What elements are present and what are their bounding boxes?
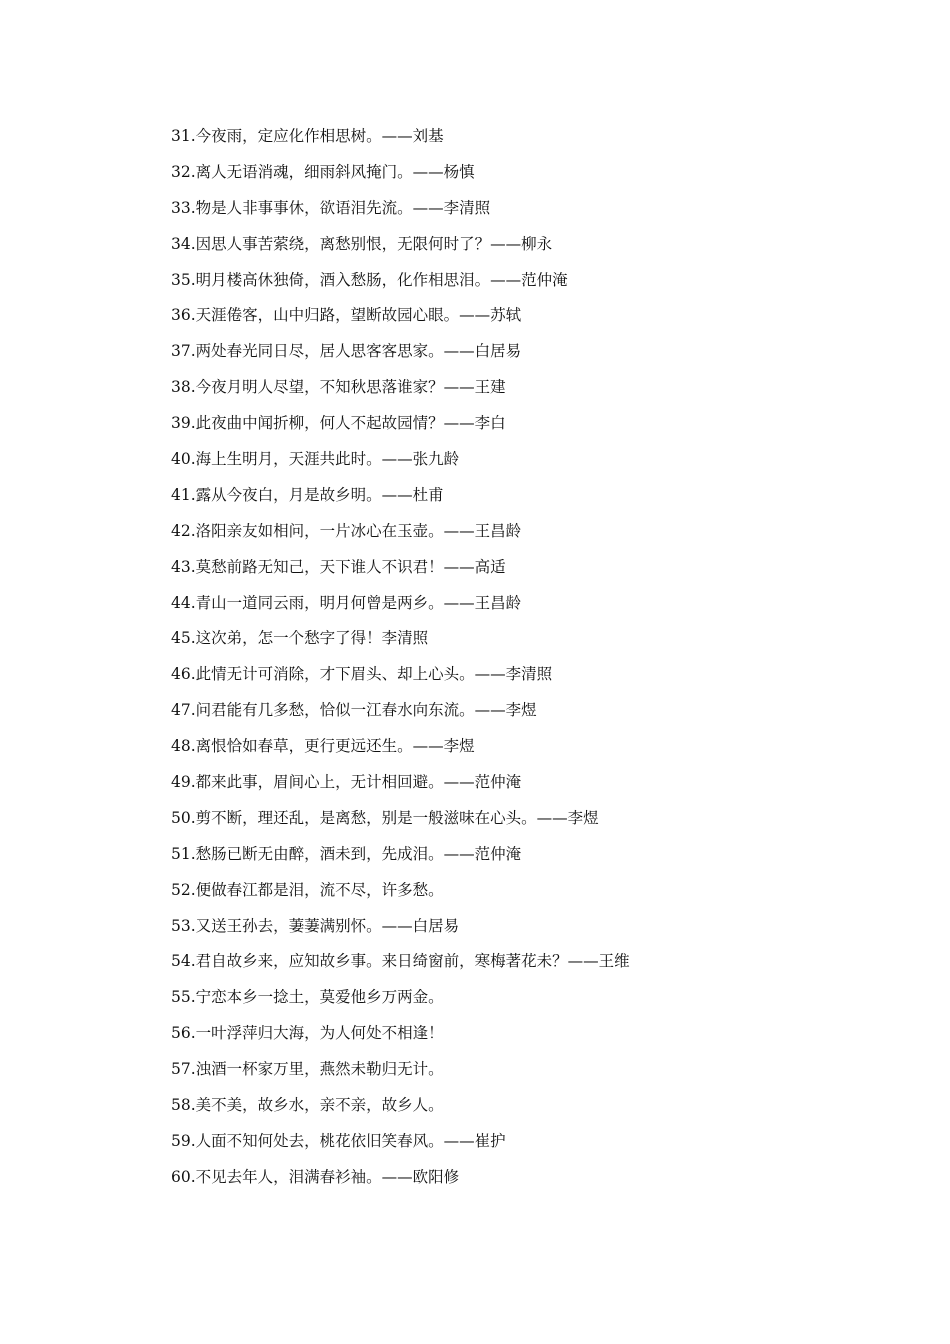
quote-list bbox=[171, 123, 891, 1200]
list-item: 59.人面不知何处去，桃花依旧笑春风。——崔护 bbox=[171, 1131, 506, 1150]
list-item: 53.又送王孙去，萋萋满别怀。——白居易 bbox=[171, 916, 460, 935]
list-item: 49.都来此事，眉间心上，无计相回避。——范仲淹 bbox=[171, 773, 522, 792]
list-item: 32.离人无语消魂，细雨斜风掩门。——杨慎 bbox=[171, 162, 475, 181]
list-item: 33.物是人非事事休，欲语泪先流。——李清照 bbox=[171, 198, 491, 217]
list-item: 55.宁恋本乡一捻土，莫爱他乡万两金。 bbox=[171, 988, 444, 1007]
list-item: 47.问君能有几多愁，恰似一江春水向东流。——李煜 bbox=[171, 701, 537, 720]
list-item: 52.便做春江都是泪，流不尽，许多愁。 bbox=[171, 880, 444, 899]
list-item: 46.此情无计可消除，才下眉头、却上心头。——李清照 bbox=[171, 665, 553, 684]
list-item: 57.浊酒一杯家万里，燕然未勒归无计。 bbox=[171, 1060, 444, 1079]
list-item: 58.美不美，故乡水，亲不亲，故乡人。 bbox=[171, 1096, 444, 1115]
list-item: 31.今夜雨，定应化作相思树。——刘基 bbox=[171, 127, 444, 145]
list-item: 39.此夜曲中闻折柳，何人不起故园情？——李白 bbox=[171, 414, 506, 433]
list-item: 38.今夜月明人尽望，不知秋思落谁家？——王建 bbox=[171, 378, 506, 397]
list-item: 35.明月楼高休独倚，酒入愁肠，化作相思泪。——范仲淹 bbox=[171, 270, 568, 289]
list-item: 44.青山一道同云雨，明月何曾是两乡。——王昌龄 bbox=[171, 593, 522, 612]
list-item: 41.露从今夜白，月是故乡明。——杜甫 bbox=[171, 485, 444, 504]
list-item: 45.这次弟，怎一个愁字了得！李清照 bbox=[171, 629, 429, 648]
list-item: 37.两处春光同日尽，居人思客客思家。——白居易 bbox=[171, 342, 522, 361]
list-item: 56.一叶浮萍归大海，为人何处不相逢！ bbox=[171, 1024, 444, 1043]
list-item: 34.因思人事苦萦绕，离愁别恨，无限何时了？——柳永 bbox=[171, 234, 553, 253]
list-item: 40.海上生明月，天涯共此时。——张九龄 bbox=[171, 450, 460, 469]
list-item: 42.洛阳亲友如相问，一片冰心在玉壶。——王昌龄 bbox=[171, 521, 522, 540]
list-item: 54.君自故乡来，应知故乡事。来日绮窗前，寒梅著花未？——王维 bbox=[171, 952, 630, 971]
list-item: 50.剪不断，理还乱，是离愁，别是一般滋味在心头。——李煜 bbox=[171, 808, 599, 827]
list-item: 48.离恨恰如春草，更行更远还生。——李煜 bbox=[171, 737, 475, 756]
list-item: 51.愁肠已断无由醉，酒未到，先成泪。——范仲淹 bbox=[171, 844, 522, 863]
list-item: 43.莫愁前路无知己，天下谁人不识君！——高适 bbox=[171, 557, 506, 576]
list-item: 60.不见去年人，泪满春衫袖。——欧阳修 bbox=[171, 1167, 460, 1186]
list-item: 36.天涯倦客，山中归路，望断故园心眼。——苏轼 bbox=[171, 306, 522, 325]
